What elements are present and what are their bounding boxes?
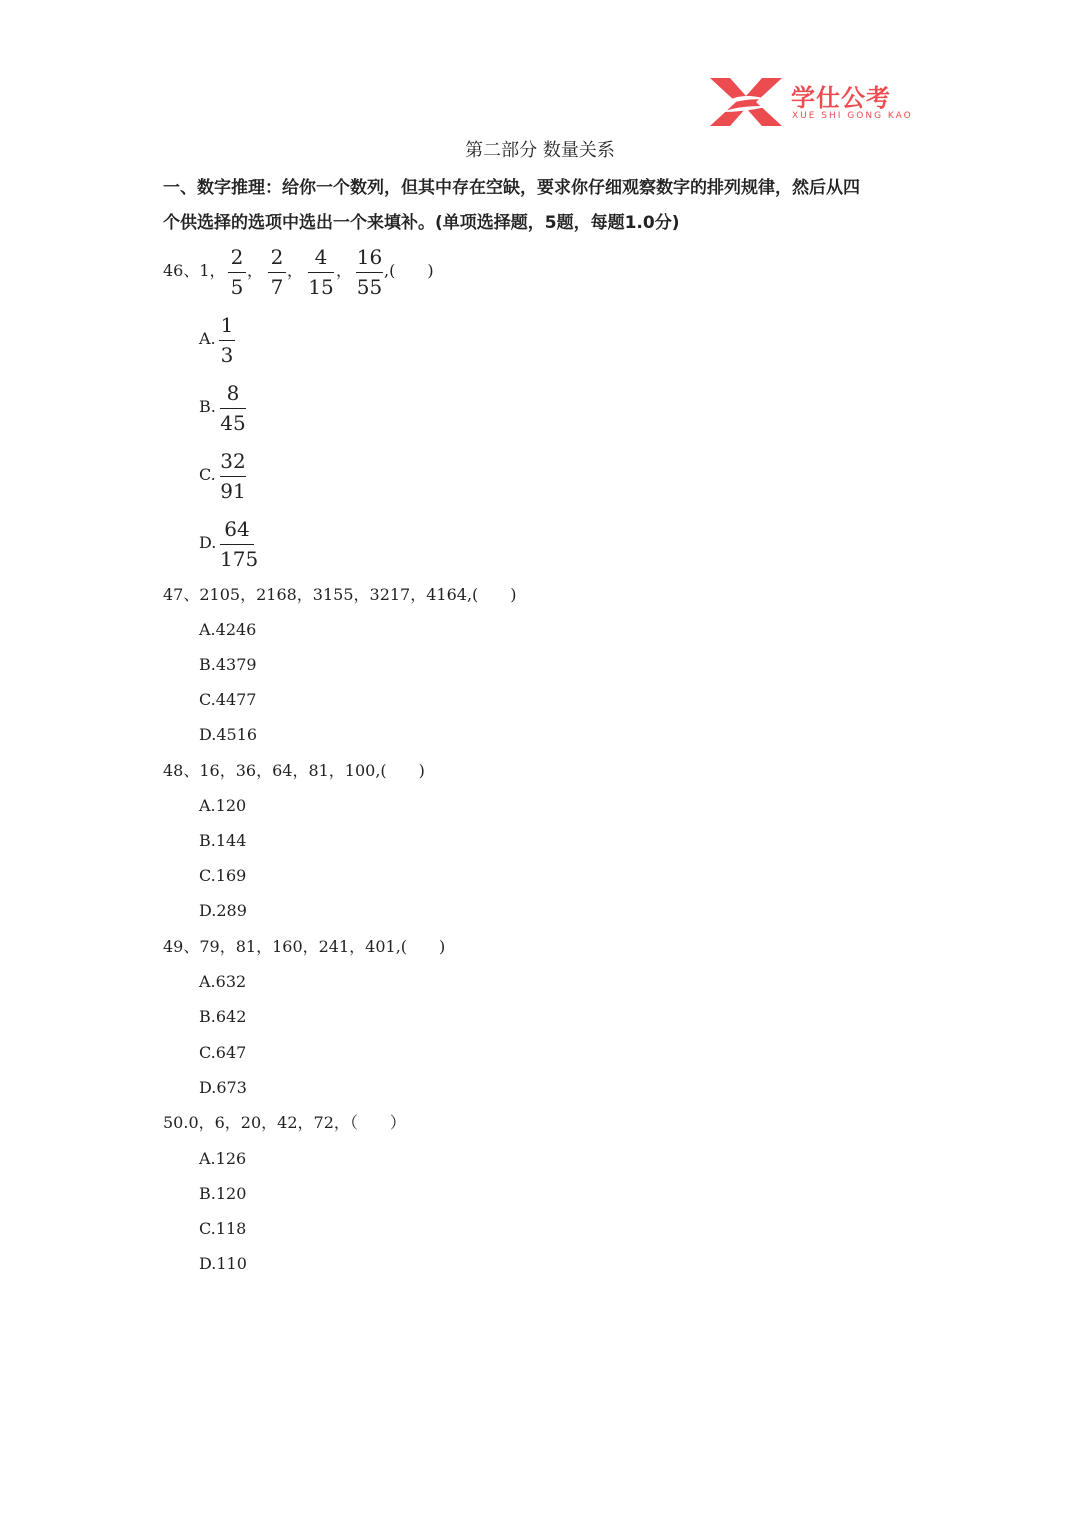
q47-option-c: C.4477	[199, 690, 257, 709]
q48-question: 48、16，36，64，81，100,( )	[163, 761, 425, 780]
q46-separator: ，	[336, 261, 353, 280]
fraction-denominator: 15	[308, 275, 334, 299]
fraction-denominator: 3	[220, 343, 234, 367]
q46-option-b-fraction	[220, 382, 246, 434]
section-title: 第二部分 数量关系	[465, 140, 615, 161]
q46-fraction-3	[308, 246, 334, 298]
q46-separator: ，	[287, 261, 304, 280]
q46-option-a-fraction	[219, 314, 235, 366]
q49-question: 49、79，81，160，241，401,( )	[163, 937, 446, 956]
q46-option-c-fraction	[220, 450, 246, 502]
q49-option-a: A.632	[199, 972, 247, 991]
q46-option-d-fraction	[220, 517, 259, 571]
q46-fraction-2	[268, 246, 286, 298]
q46-answer-blank: ,( )	[384, 261, 434, 280]
q49-option-d: D.673	[199, 1078, 247, 1097]
q46-prefix: 46、1，	[163, 261, 226, 280]
q46-option-d-label: D.	[199, 533, 217, 552]
brand-logo	[708, 76, 923, 128]
q50-question: 50.0，6，20，42，72，（ ）	[163, 1113, 406, 1132]
logo-brand-chinese: 学仕公考	[791, 84, 891, 112]
q50-option-a: A.126	[199, 1149, 247, 1168]
q46-option-a-label: A.	[199, 329, 216, 348]
q47-question: 47、2105，2168，3155，3217，4164,( )	[163, 585, 517, 604]
fraction-numerator: 16	[356, 245, 383, 269]
q46-fraction-1	[228, 246, 246, 298]
q46-separator: ，	[247, 261, 264, 280]
q49-option-c: C.647	[199, 1043, 247, 1062]
q47-option-b: B.4379	[199, 655, 257, 674]
q48-option-b: B.144	[199, 831, 247, 850]
q49-option-b: B.642	[199, 1007, 247, 1026]
fraction-denominator: 5	[230, 275, 244, 299]
fraction-denominator: 175	[220, 547, 259, 571]
logo-mark-icon	[708, 76, 784, 128]
instructions-line-1: 一、数字推理：给你一个数列，但其中存在空缺，要求你仔细观察数字的排列规律，然后从四	[163, 178, 860, 198]
fraction-numerator: 64	[224, 517, 250, 541]
q48-option-c: C.169	[199, 866, 247, 885]
logo-brand-english: XUE SHI GONG KAO	[792, 111, 913, 121]
fraction-numerator: 2	[230, 245, 244, 269]
q50-option-c: C.118	[199, 1219, 247, 1238]
q50-option-d: D.110	[199, 1254, 247, 1273]
fraction-denominator: 55	[356, 275, 383, 299]
q46-option-b-label: B.	[199, 397, 216, 416]
fraction-numerator: 8	[226, 381, 240, 405]
fraction-numerator: 1	[220, 313, 234, 337]
fraction-denominator: 45	[220, 411, 246, 435]
q48-option-a: A.120	[199, 796, 247, 815]
fraction-numerator: 4	[314, 245, 328, 269]
q47-option-d: D.4516	[199, 725, 258, 744]
q46-option-c-label: C.	[199, 465, 216, 484]
q50-option-b: B.120	[199, 1184, 247, 1203]
fraction-numerator: 32	[220, 449, 246, 473]
fraction-denominator: 91	[220, 479, 246, 503]
fraction-numerator: 2	[270, 245, 284, 269]
fraction-denominator: 7	[270, 275, 284, 299]
q46-fraction-4	[356, 246, 383, 298]
q48-option-d: D.289	[199, 901, 247, 920]
q47-option-a: A.4246	[199, 620, 257, 639]
instructions-line-2: 个供选择的选项中选出一个来填补。(单项选择题，5题，每题1.0分)	[163, 213, 680, 233]
